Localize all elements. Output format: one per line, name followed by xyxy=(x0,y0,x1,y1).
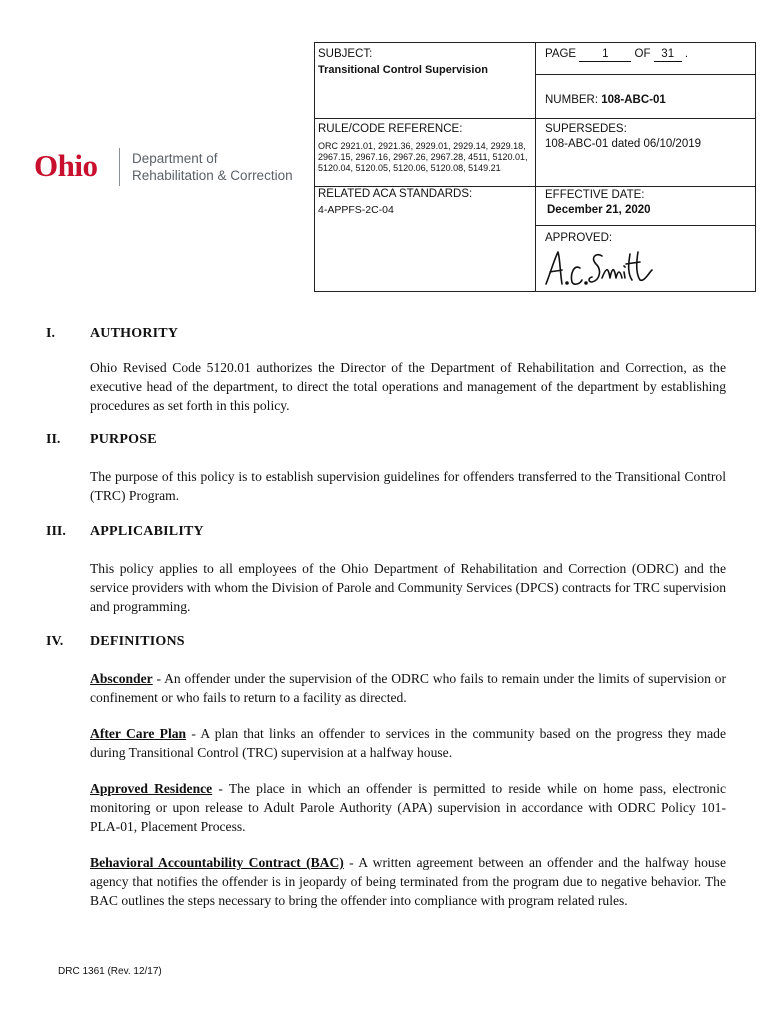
definition-term: After Care Plan xyxy=(90,726,187,741)
definition-text: - An offender under the supervision of the ODRC who fails to remain under the limits of supervision or confinement or who fails to return to a facility as directed. xyxy=(90,671,726,705)
definition-text: - A plan that links an offender to services in the community based on the progress they made during Transitional Control (TRC) supervision at a halfway house. xyxy=(90,726,726,760)
number-field: NUMBER: 108-ABC-01 xyxy=(545,94,666,106)
page-total: 31 xyxy=(654,47,682,62)
supersedes-label: SUPERSEDES: xyxy=(545,123,627,135)
definition-text: - A written agreement between an offender and the halfway house agency that notifies the offender is in jeopardy of being terminated from the program due to negative behavior. The BAC outlines the steps necessary to bring the offender into compliance with program related rules. xyxy=(90,855,726,908)
definition-term: Behavioral Accountability Contract (BAC) xyxy=(90,855,344,870)
page-indicator: PAGE 1 OF 31 . xyxy=(545,48,689,60)
definition-text: - The place in which an offender is permitted to reside while on home pass, electronic monitoring or upon release to Adult Parole Authority (APA) supervision in accordance with ODRC Policy 101-PLA-01, Placement Process. xyxy=(90,781,727,834)
aca-standards-label: RELATED ACA STANDARDS: xyxy=(318,188,473,200)
subject-label: SUBJECT: xyxy=(318,48,373,60)
approved-label: APPROVED: xyxy=(545,232,613,244)
section-number: III. xyxy=(46,524,66,539)
applicability-paragraph: This policy applies to all employees of the Ohio Department of Rehabilitation and Correction (ODRC) and the service providers with whom the Division of Parole and Community Services (DPCS) contracts for TRC supervision and programming. xyxy=(90,561,726,614)
aca-standards-value: 4-APPFS-2C-04 xyxy=(318,204,394,216)
policy-number: 108-ABC-01 xyxy=(601,94,666,106)
effective-date-label: EFFECTIVE DATE: xyxy=(545,189,645,201)
logo-department-name: Department of Rehabilitation & Correction xyxy=(132,151,293,183)
odrc-logo xyxy=(34,146,304,186)
definition-absconder xyxy=(90,669,726,707)
subject-value: Transitional Control Supervision xyxy=(318,64,488,76)
rule-code-label: RULE/CODE REFERENCE: xyxy=(318,123,463,135)
definition-term: Absconder xyxy=(90,671,153,686)
effective-date-value: December 21, 2020 xyxy=(547,204,651,216)
section-title-definitions: DEFINITIONS xyxy=(90,634,185,649)
purpose-paragraph: The purpose of this policy is to establish supervision guidelines for offenders transferred to the Transitional Control (TRC) Program. xyxy=(90,469,726,503)
section-title-purpose: PURPOSE xyxy=(90,432,157,447)
logo-divider xyxy=(119,148,120,186)
logo-ohio-wordmark: Ohio xyxy=(34,148,98,183)
definition-behavioral-accountability-contract xyxy=(90,853,726,910)
form-number-footer: DRC 1361 (Rev. 12/17) xyxy=(58,966,162,977)
section-number: I. xyxy=(46,326,55,341)
aca-standards-cell xyxy=(314,186,536,292)
definition-term: Approved Residence xyxy=(90,781,213,796)
approval-signature xyxy=(540,244,656,290)
rule-code-value: ORC 2921.01, 2921.36, 2929.01, 2929.14, 2929.18, 2967.15, 2967.16, 2967.26, 2967.28, 4511, 5120.01, 5120.04, 5120.05, 5120.06, 5120.08, 5149.21 xyxy=(318,141,528,173)
section-title-authority: AUTHORITY xyxy=(90,326,179,341)
definition-after-care-plan xyxy=(90,724,726,762)
definition-approved-residence xyxy=(90,779,726,836)
section-number: IV. xyxy=(46,634,64,649)
page-number: 1 xyxy=(579,47,631,62)
section-title-applicability: APPLICABILITY xyxy=(90,524,204,539)
supersedes-value: 108-ABC-01 dated 06/10/2019 xyxy=(545,138,702,150)
authority-paragraph: Ohio Revised Code 5120.01 authorizes the Director of the Department of Rehabilitation and Correction, as the executive head of the department, to direct the total operations and management of the department by establishing procedures as set forth in this policy. xyxy=(90,360,726,413)
section-number: II. xyxy=(46,432,61,447)
